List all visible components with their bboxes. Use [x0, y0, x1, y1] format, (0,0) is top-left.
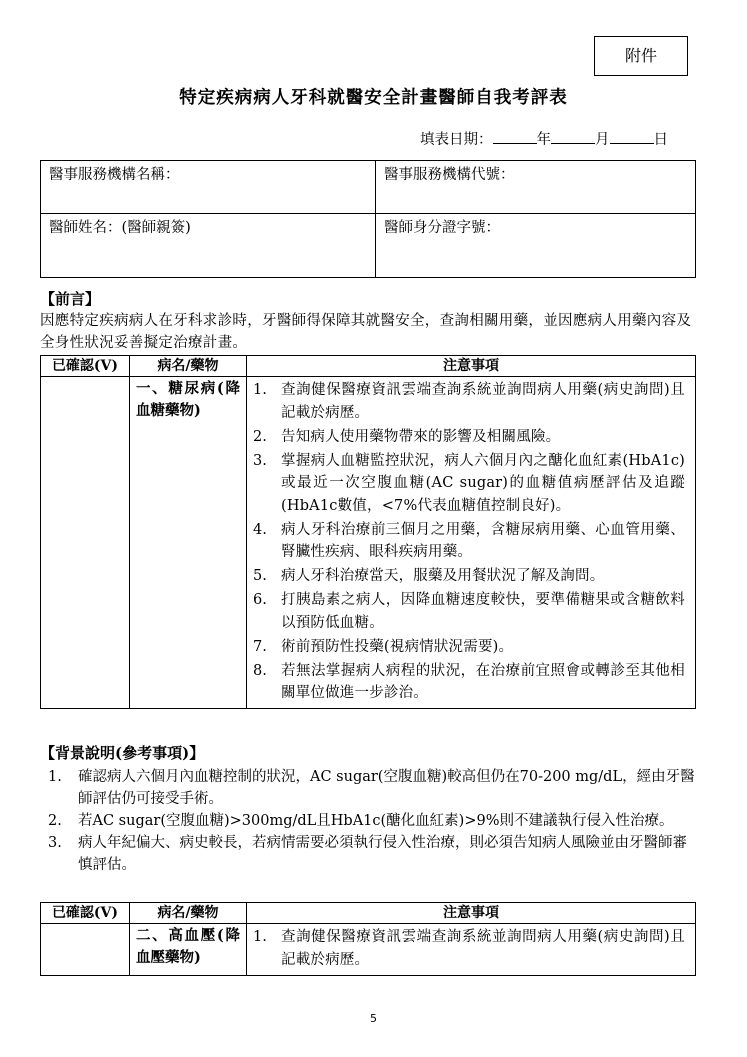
date-line	[420, 128, 668, 149]
page-title: 特定疾病病人牙科就醫安全計畫醫師自我考評表	[179, 88, 568, 108]
header-notes: 注意事項	[247, 903, 696, 924]
header-disease: 病名/藥物	[130, 356, 247, 377]
day-label: 日	[653, 132, 668, 148]
list-item	[253, 519, 685, 564]
doctor-name-cell[interactable]	[41, 214, 376, 278]
list-item	[253, 379, 685, 424]
item-text: 病人年紀偏大、病史較長，若病情需要必須執行侵入性治療，則必須告知病人風險並由牙醫師審慎評估。	[78, 835, 687, 873]
item-number: 3.	[253, 452, 267, 469]
list-item	[48, 810, 700, 832]
item-text: 若AC sugar(空腹血糖)>300mg/dL且HbA1c(醣化血紅素)>9%則不建議執行侵入性治療。	[78, 813, 674, 829]
hypertension-table	[40, 902, 696, 976]
list-item	[253, 565, 685, 588]
notes-list	[247, 924, 695, 975]
list-item	[253, 426, 685, 449]
item-text: 掌握病人血糖監控狀況，病人六個月內之醣化血紅素(HbA1c)或最近一次空腹血糖(AC sugar)的血糖值病歷評估及追蹤(HbA1c數值，<7%代表血糖值控制良好)。	[281, 452, 685, 514]
item-number: 6.	[253, 592, 267, 608]
list-item	[48, 766, 700, 810]
header-confirmed: 已確認(V)	[41, 356, 130, 377]
doctor-id-label: 醫師身分證字號：	[384, 220, 500, 236]
background-list	[48, 766, 700, 876]
header-disease: 病名/藥物	[130, 903, 247, 924]
list-item	[253, 450, 685, 518]
confirm-checkbox-cell[interactable]	[41, 377, 130, 709]
notes-cell	[247, 377, 696, 709]
header-notes: 注意事項	[247, 356, 696, 377]
org-name-cell[interactable]	[41, 161, 376, 214]
item-number: 2.	[48, 813, 62, 829]
list-item	[253, 660, 685, 705]
info-table	[40, 160, 696, 278]
item-number: 2.	[253, 428, 267, 445]
year-label: 年	[536, 132, 551, 148]
list-item	[253, 589, 685, 634]
org-code-cell[interactable]	[376, 161, 696, 214]
item-text: 病人牙科治療當天，服藥及用餐狀況了解及詢問。	[281, 568, 605, 584]
item-number: 4.	[253, 521, 267, 538]
year-blank[interactable]	[493, 129, 537, 144]
doctor-id-cell[interactable]	[376, 214, 696, 278]
attachment-label: 附件	[594, 36, 688, 76]
background-heading: 【背景說明(參考事項)】	[40, 744, 205, 762]
item-number: 3.	[48, 835, 62, 851]
item-number: 5.	[253, 568, 267, 584]
confirm-checkbox-cell[interactable]	[41, 924, 130, 976]
preface-heading: 【前言】	[40, 290, 101, 308]
item-number: 1.	[48, 769, 62, 785]
item-text: 查詢健保醫療資訊雲端查詢系統並詢問病人用藥(病史詢問)且記載於病歷。	[281, 929, 685, 968]
month-label: 月	[595, 132, 610, 148]
item-text: 打胰島素之病人，因降血糖速度較快，要準備糖果或含糖飲料以預防低血糖。	[281, 592, 685, 631]
item-number: 8.	[253, 662, 267, 679]
list-item	[253, 636, 685, 659]
date-prefix: 填表日期：	[420, 132, 493, 148]
org-name-label: 醫事服務機構名稱：	[49, 167, 180, 183]
notes-cell	[247, 924, 696, 976]
preface-text: 因應特定疾病病人在牙科求診時，牙醫師得保障其就醫安全，查詢相關用藥，並因應病人用藥內容及全身性狀況妥善擬定治療計畫。	[40, 313, 692, 351]
item-number: 1.	[253, 929, 267, 945]
month-blank[interactable]	[551, 129, 595, 144]
item-text: 告知病人使用藥物帶來的影響及相關風險。	[281, 428, 561, 445]
item-text: 查詢健保醫療資訊雲端查詢系統並詢問病人用藥(病史詢問)且記載於病歷。	[281, 382, 685, 421]
org-code-label: 醫事服務機構代號：	[384, 167, 515, 183]
item-number: 7.	[253, 638, 267, 655]
diabetes-table	[40, 355, 696, 709]
notes-list	[247, 377, 695, 708]
item-text: 術前預防性投藥(視病情狀況需要)。	[281, 638, 514, 655]
header-confirmed: 已確認(V)	[41, 903, 130, 924]
page-number: 5	[370, 1012, 377, 1025]
item-text: 若無法掌握病人病程的狀況，在治療前宜照會或轉診至其他相關單位做進一步診治。	[281, 662, 685, 701]
item-text: 確認病人六個月內血糖控制的狀況，AC sugar(空腹血糖)較高但仍在70-200 mg/dL，經由牙醫師評估仍可接受手術。	[78, 769, 695, 807]
disease-name: 二、高血壓(降血壓藥物)	[130, 924, 247, 976]
day-blank[interactable]	[610, 129, 654, 144]
list-item	[253, 926, 685, 971]
doctor-name-label: 醫師姓名：(醫師親簽)	[49, 220, 191, 236]
item-text: 病人牙科治療前三個月之用藥，含糖尿病用藥、心血管用藥、腎臟性疾病、眼科疾病用藥。	[281, 521, 685, 560]
list-item	[48, 832, 700, 876]
disease-name: 一、糖尿病(降血糖藥物)	[130, 377, 247, 709]
item-number: 1.	[253, 382, 267, 398]
